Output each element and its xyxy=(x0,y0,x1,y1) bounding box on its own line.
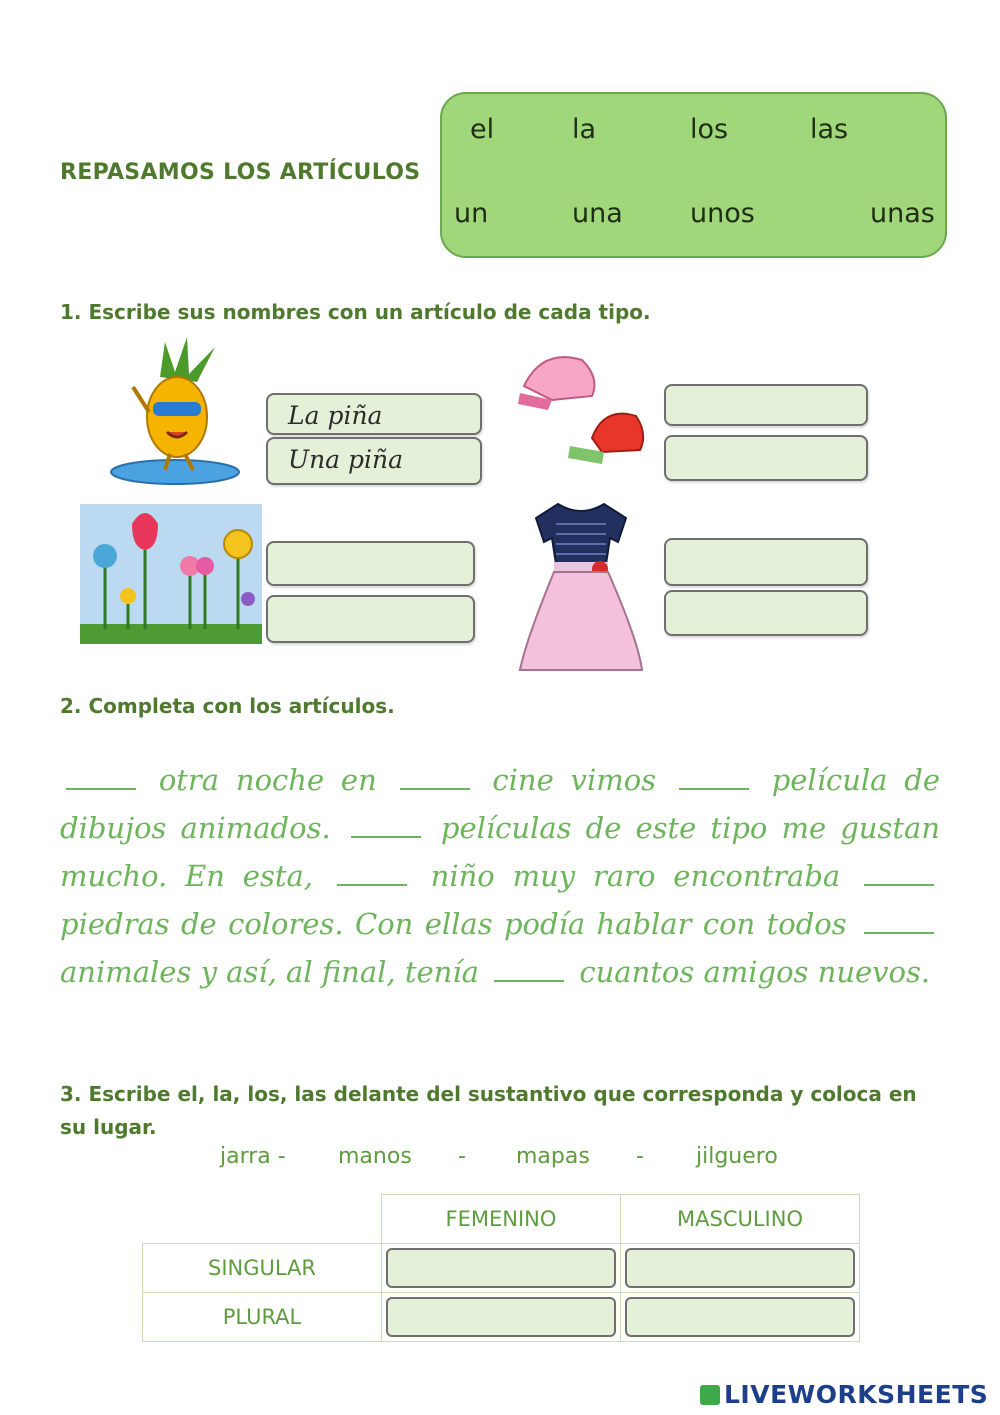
blank-1[interactable] xyxy=(66,768,136,790)
para-segment-1: otra noche en xyxy=(158,763,377,797)
pineapple-answer-2-text: Una piña xyxy=(288,445,404,474)
flowers-answer-1[interactable] xyxy=(266,541,475,586)
blank-5[interactable] xyxy=(337,864,407,886)
pineapple-image xyxy=(105,332,250,490)
para-segment-3: película de dibujos animados. xyxy=(60,763,940,845)
blank-3[interactable] xyxy=(679,768,749,790)
word-jarra: jarra - xyxy=(220,1144,286,1169)
article-la: la xyxy=(572,114,597,145)
table-row xyxy=(143,1244,860,1293)
question-3: 3. Escribe el, la, los, las delante del sustantivo que corresponda y coloca en su lugar. xyxy=(60,1082,917,1139)
para-segment-6: piedras de colores. Con ellas podía hablar con todos xyxy=(60,907,847,941)
pineapple-answer-2[interactable] xyxy=(266,437,482,485)
caps-image xyxy=(512,348,652,478)
word-manos: manos xyxy=(338,1144,412,1169)
para-segment-8: cuantos amigos nuevos. xyxy=(579,955,931,989)
page-title: REPASAMOS LOS ARTÍCULOS xyxy=(60,160,421,185)
table-row xyxy=(143,1293,860,1342)
liveworksheets-logo xyxy=(700,1380,988,1409)
row-singular: SINGULAR xyxy=(143,1244,382,1293)
cloze-paragraph xyxy=(60,756,940,996)
dress-answer-1[interactable] xyxy=(664,538,868,586)
logo-text: LIVEWORKSHEETS xyxy=(724,1380,989,1409)
gender-number-table xyxy=(142,1194,860,1342)
row-plural: PLURAL xyxy=(143,1293,382,1342)
table-corner xyxy=(143,1195,382,1244)
word-jilguero: jilguero xyxy=(696,1144,778,1169)
articles-box xyxy=(440,92,947,258)
plural-femenino-input[interactable] xyxy=(386,1297,616,1337)
para-segment-2: cine vimos xyxy=(492,763,657,797)
article-una: una xyxy=(572,198,623,229)
dress-image xyxy=(518,500,644,676)
singular-femenino-cell xyxy=(382,1244,621,1293)
article-un: un xyxy=(454,198,489,229)
dress-answer-2[interactable] xyxy=(664,590,868,636)
word-separator: - xyxy=(636,1144,644,1169)
header-masculino: MASCULINO xyxy=(621,1195,860,1244)
blank-4[interactable] xyxy=(351,816,421,838)
article-el: el xyxy=(470,114,495,145)
question-2: 2. Completa con los artículos. xyxy=(60,694,395,718)
article-los: los xyxy=(690,114,729,145)
pineapple-answer-1-text: La piña xyxy=(288,401,383,430)
caps-answer-2[interactable] xyxy=(664,435,868,481)
para-segment-4: películas de este tipo me gustan mucho. En esta, xyxy=(60,811,940,893)
header-femenino: FEMENINO xyxy=(382,1195,621,1244)
blank-6[interactable] xyxy=(864,864,934,886)
para-segment-5: niño muy raro encontraba xyxy=(430,859,841,893)
logo-icon xyxy=(700,1385,720,1405)
pineapple-answer-1[interactable] xyxy=(266,393,482,435)
singular-femenino-input[interactable] xyxy=(386,1248,616,1288)
plural-masculino-cell xyxy=(621,1293,860,1342)
plural-masculino-input[interactable] xyxy=(625,1297,855,1337)
blank-2[interactable] xyxy=(400,768,470,790)
article-unas: unas xyxy=(870,198,935,229)
table-row xyxy=(143,1195,860,1244)
blank-7[interactable] xyxy=(864,912,934,934)
word-separator: - xyxy=(458,1144,466,1169)
blank-8[interactable] xyxy=(494,960,564,982)
plural-femenino-cell xyxy=(382,1293,621,1342)
para-segment-7: animales y así, al final, tenía xyxy=(60,955,479,989)
flowers-image xyxy=(80,504,262,644)
flowers-answer-2[interactable] xyxy=(266,595,475,643)
article-las: las xyxy=(810,114,849,145)
caps-answer-1[interactable] xyxy=(664,384,868,426)
question-1: 1. Escribe sus nombres con un artículo de cada tipo. xyxy=(60,300,651,324)
article-unos: unos xyxy=(690,198,755,229)
singular-masculino-input[interactable] xyxy=(625,1248,855,1288)
word-mapas: mapas xyxy=(516,1144,590,1169)
singular-masculino-cell xyxy=(621,1244,860,1293)
